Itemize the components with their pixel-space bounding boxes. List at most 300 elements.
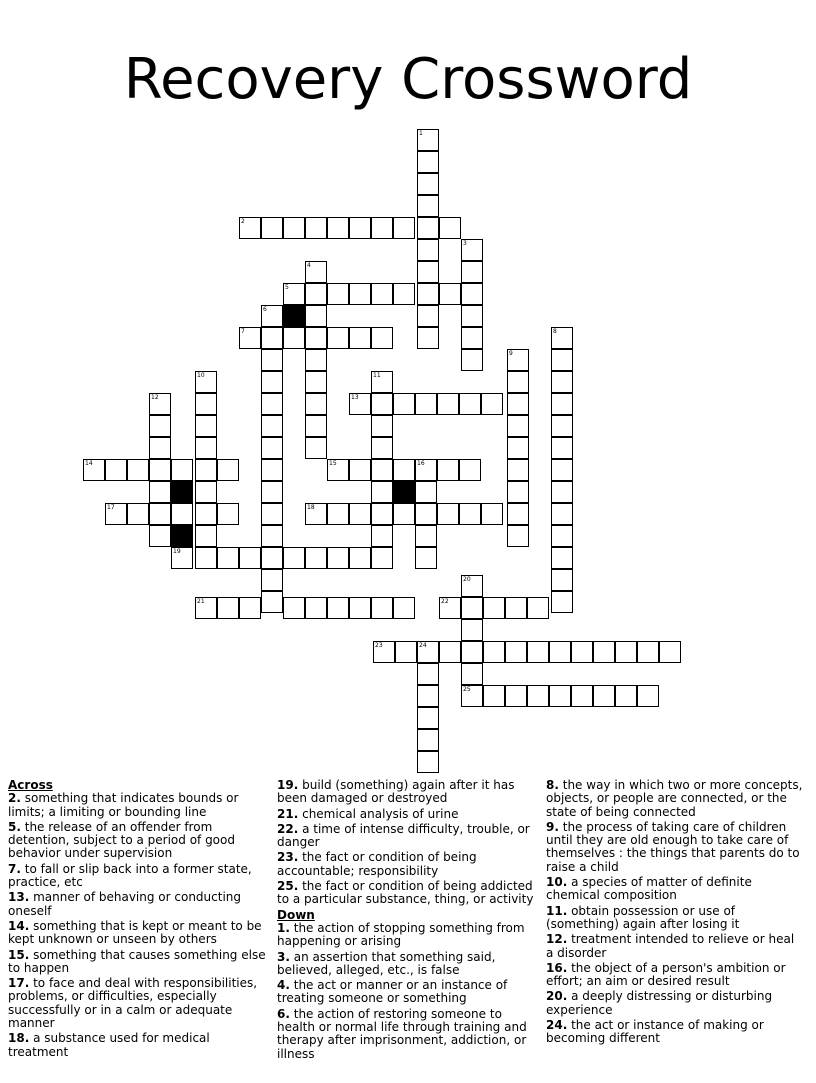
grid-cell[interactable]	[195, 415, 217, 437]
grid-cell[interactable]	[261, 327, 283, 349]
clue-number: 15	[329, 460, 337, 467]
clue-item-text: the act or instance of making or becoming different	[546, 1018, 764, 1046]
clue-item-text: the way in which two or more concepts, objects, or people are connected, or the state of being connected	[546, 778, 803, 819]
grid-cell[interactable]	[127, 459, 149, 481]
clue-number: 16	[417, 460, 425, 467]
grid-cell[interactable]	[461, 575, 483, 597]
grid-cell[interactable]	[371, 415, 393, 437]
grid-cell[interactable]	[239, 547, 261, 569]
grid-cell[interactable]	[417, 195, 439, 217]
clue-item-text: something that indicates bounds or limits; a limiting or bounding line	[8, 791, 239, 819]
grid-cell[interactable]	[305, 393, 327, 415]
grid-cell[interactable]	[149, 481, 171, 503]
grid-cell[interactable]	[417, 327, 439, 349]
clue-item-number: 9.	[546, 819, 559, 834]
clue-item	[546, 962, 804, 989]
grid-cell[interactable]	[195, 393, 217, 415]
clue-item	[546, 779, 804, 819]
clue-number: 3	[463, 240, 467, 247]
grid-cell[interactable]	[439, 641, 461, 663]
grid-cell[interactable]	[417, 151, 439, 173]
grid-cell[interactable]	[417, 729, 439, 751]
grid-cell[interactable]	[371, 283, 393, 305]
clue-number: 12	[151, 394, 159, 401]
grid-cell[interactable]	[551, 569, 573, 591]
grid-cell[interactable]	[83, 459, 105, 481]
grid-cell[interactable]	[305, 327, 327, 349]
grid-cell[interactable]	[261, 217, 283, 239]
grid-cell[interactable]	[261, 393, 283, 415]
grid-cell[interactable]	[349, 393, 371, 415]
grid-cell[interactable]	[615, 685, 637, 707]
grid-cell[interactable]	[305, 437, 327, 459]
clue-item-number: 18.	[8, 1031, 30, 1046]
grid-cell[interactable]	[417, 751, 439, 773]
clue-item-number: 24.	[546, 1018, 568, 1033]
grid-cell[interactable]	[305, 415, 327, 437]
clue-item-text: an assertion that something said, believed, alleged, etc., is false	[277, 949, 496, 977]
grid-cell[interactable]	[305, 305, 327, 327]
clue-item-number: 23.	[277, 850, 299, 865]
grid-cell[interactable]	[327, 547, 349, 569]
grid-cell[interactable]	[371, 597, 393, 619]
clue-item-text: the process of taking care of children until they are old enough to take care of themselves : the things that parents do to raise a child	[546, 819, 800, 874]
grid-cell[interactable]	[305, 217, 327, 239]
grid-cell[interactable]	[349, 459, 371, 481]
clue-item	[546, 876, 804, 903]
grid-cell[interactable]	[373, 641, 395, 663]
grid-cell[interactable]	[507, 371, 529, 393]
clue-number: 23	[375, 642, 383, 649]
grid-cell[interactable]	[551, 591, 573, 613]
grid-cell[interactable]	[527, 641, 549, 663]
clue-item	[277, 880, 535, 907]
grid-cell[interactable]	[615, 641, 637, 663]
clue-item-text: a time of intense difficulty, trouble, or danger	[277, 821, 530, 850]
grid-cell[interactable]	[149, 525, 171, 547]
grid-cell[interactable]	[305, 349, 327, 371]
grid-cell[interactable]	[261, 305, 283, 327]
clue-item-text: a species of matter of definite chemical composition	[546, 875, 752, 903]
grid-cell[interactable]	[195, 371, 217, 393]
clue-item	[277, 951, 535, 978]
grid-cell[interactable]	[659, 641, 681, 663]
clue-number: 19	[173, 548, 181, 555]
grid-cell[interactable]	[261, 415, 283, 437]
grid-cell[interactable]	[415, 481, 437, 503]
grid-cell[interactable]	[149, 503, 171, 525]
grid-cell[interactable]	[437, 503, 459, 525]
clues-column-3	[546, 779, 804, 1048]
grid-cell[interactable]	[349, 283, 371, 305]
grid-cell[interactable]	[637, 685, 659, 707]
grid-cell[interactable]	[417, 685, 439, 707]
grid-cell[interactable]	[551, 327, 573, 349]
grid-cell[interactable]	[417, 707, 439, 729]
grid-cell[interactable]	[261, 481, 283, 503]
clue-item-text: the fact or condition of being accountable; responsibility	[277, 850, 477, 878]
clue-item-number: 12.	[546, 932, 568, 947]
clue-item	[8, 792, 266, 819]
grid-cell[interactable]	[393, 283, 415, 305]
grid-cell[interactable]	[393, 393, 415, 415]
clue-item-text: the fact or condition of being addicted to a particular substance, thing, or activity	[277, 879, 534, 907]
grid-cell[interactable]	[371, 327, 393, 349]
clue-number: 9	[509, 350, 513, 357]
clue-item-text: chemical analysis of urine	[302, 806, 459, 821]
clue-number: 22	[441, 598, 449, 605]
clue-number: 10	[197, 372, 205, 379]
grid-cell[interactable]	[437, 393, 459, 415]
grid-cell[interactable]	[171, 503, 193, 525]
black-cell	[171, 525, 193, 547]
grid-cell[interactable]	[459, 459, 481, 481]
grid-cell[interactable]	[261, 547, 283, 569]
clue-number: 14	[85, 460, 93, 467]
grid-cell[interactable]	[505, 685, 527, 707]
clue-item-text: obtain possession or use of (something) again after losing it	[546, 903, 740, 931]
grid-cell[interactable]	[261, 591, 283, 613]
clue-item-number: 6.	[277, 1006, 290, 1021]
grid-cell[interactable]	[149, 393, 171, 415]
grid-cell[interactable]	[217, 597, 239, 619]
grid-cell[interactable]	[195, 437, 217, 459]
grid-cell[interactable]	[483, 641, 505, 663]
grid-cell[interactable]	[195, 503, 217, 525]
clue-item-number: 1.	[277, 920, 290, 935]
grid-cell[interactable]	[507, 393, 529, 415]
grid-cell[interactable]	[105, 503, 127, 525]
clue-item-number: 13.	[8, 890, 30, 905]
clue-item	[277, 922, 535, 949]
clue-number: 2	[241, 218, 245, 225]
grid-cell[interactable]	[393, 597, 415, 619]
clue-item-number: 14.	[8, 918, 30, 933]
grid-cell[interactable]	[507, 415, 529, 437]
clue-item-number: 4.	[277, 978, 290, 993]
clue-item-text: the action of restoring someone to health or normal life through training and therapy after imprisonment, addiction, or illness	[277, 1006, 527, 1061]
clue-item	[546, 933, 804, 960]
grid-cell[interactable]	[505, 641, 527, 663]
grid-cell[interactable]	[261, 525, 283, 547]
clue-item	[8, 863, 266, 890]
grid-cell[interactable]	[305, 503, 327, 525]
grid-cell[interactable]	[195, 525, 217, 547]
clue-number: 11	[373, 372, 381, 379]
grid-cell[interactable]	[417, 129, 439, 151]
grid-cell[interactable]	[371, 437, 393, 459]
grid-cell[interactable]	[481, 393, 503, 415]
clue-item-text: manner of behaving or conducting oneself	[8, 890, 242, 918]
grid-cell[interactable]	[461, 685, 483, 707]
clue-item-number: 7.	[8, 861, 21, 876]
grid-cell[interactable]	[461, 641, 483, 663]
grid-cell[interactable]	[395, 641, 417, 663]
clue-item-text: the action of stopping something from happening or arising	[277, 920, 525, 949]
clue-item	[277, 1008, 535, 1061]
clue-item	[546, 990, 804, 1017]
grid-cell[interactable]	[371, 547, 393, 569]
grid-cell[interactable]	[461, 305, 483, 327]
clue-item-text: to face and deal with responsibilities, problems, or difficulties, especially successfully or in a calm or adequate manner	[8, 976, 258, 1031]
grid-cell[interactable]	[415, 525, 437, 547]
clue-item	[277, 808, 535, 821]
grid-cell[interactable]	[239, 327, 261, 349]
grid-cell[interactable]	[171, 459, 193, 481]
grid-cell[interactable]	[283, 217, 305, 239]
grid-cell[interactable]	[551, 393, 573, 415]
grid-cell[interactable]	[439, 597, 461, 619]
grid-cell[interactable]	[261, 569, 283, 591]
grid-cell[interactable]	[171, 547, 193, 569]
grid-cell[interactable]	[437, 459, 459, 481]
grid-cell[interactable]	[483, 597, 505, 619]
clue-item-number: 21.	[277, 806, 299, 821]
grid-cell[interactable]	[417, 641, 439, 663]
grid-cell[interactable]	[439, 217, 461, 239]
grid-cell[interactable]	[415, 503, 437, 525]
grid-cell[interactable]	[195, 481, 217, 503]
grid-cell[interactable]	[461, 663, 483, 685]
grid-cell[interactable]	[549, 685, 571, 707]
grid-cell[interactable]	[349, 597, 371, 619]
grid-cell[interactable]	[507, 481, 529, 503]
grid-cell[interactable]	[371, 481, 393, 503]
grid-cell[interactable]	[149, 437, 171, 459]
grid-cell[interactable]	[393, 503, 415, 525]
clue-number: 1	[419, 130, 423, 137]
clue-number: 4	[307, 262, 311, 269]
clues-header: Across	[8, 778, 53, 792]
clue-item-text: something that causes something else to happen	[8, 947, 266, 975]
grid-cell[interactable]	[305, 371, 327, 393]
grid-cell[interactable]	[417, 173, 439, 195]
grid-cell[interactable]	[105, 459, 127, 481]
clue-item	[277, 779, 535, 806]
grid-cell[interactable]	[507, 349, 529, 371]
clue-item-text: to fall or slip back into a former state, practice, etc	[8, 861, 252, 890]
grid-cell[interactable]	[461, 261, 483, 283]
grid-cell[interactable]	[417, 239, 439, 261]
grid-cell[interactable]	[551, 525, 573, 547]
black-cell	[283, 305, 305, 327]
grid-cell[interactable]	[571, 685, 593, 707]
grid-cell[interactable]	[349, 503, 371, 525]
clue-item	[277, 979, 535, 1006]
grid-cell[interactable]	[371, 371, 393, 393]
grid-cell[interactable]	[507, 525, 529, 547]
clue-item-number: 8.	[546, 778, 559, 792]
grid-cell[interactable]	[527, 597, 549, 619]
grid-cell[interactable]	[415, 393, 437, 415]
clue-item-number: 5.	[8, 819, 21, 834]
grid-cell[interactable]	[217, 547, 239, 569]
grid-cell[interactable]	[461, 327, 483, 349]
clue-number: 17	[107, 504, 115, 511]
grid-cell[interactable]	[127, 503, 149, 525]
grid-cell[interactable]	[349, 547, 371, 569]
grid-cell[interactable]	[195, 547, 217, 569]
grid-cell[interactable]	[195, 597, 217, 619]
clue-item-text: a deeply distressing or disturbing experience	[546, 989, 773, 1017]
grid-cell[interactable]	[507, 459, 529, 481]
grid-cell[interactable]	[239, 217, 261, 239]
grid-cell[interactable]	[507, 503, 529, 525]
clue-item	[546, 1019, 804, 1046]
grid-cell[interactable]	[417, 663, 439, 685]
grid-cell[interactable]	[283, 327, 305, 349]
black-cell	[171, 481, 193, 503]
clue-item-number: 2.	[8, 791, 21, 806]
clue-item	[277, 823, 535, 850]
grid-cell[interactable]	[283, 547, 305, 569]
grid-cell[interactable]	[417, 305, 439, 327]
grid-cell[interactable]	[459, 393, 481, 415]
clue-item	[546, 905, 804, 932]
grid-cell[interactable]	[305, 261, 327, 283]
clue-item-number: 15.	[8, 947, 30, 962]
grid-cell[interactable]	[571, 641, 593, 663]
clue-item	[8, 949, 266, 976]
grid-cell[interactable]	[371, 393, 393, 415]
grid-cell[interactable]	[283, 597, 305, 619]
grid-cell[interactable]	[551, 349, 573, 371]
black-cell	[393, 481, 415, 503]
grid-cell[interactable]	[551, 437, 573, 459]
clue-item-number: 11.	[546, 903, 568, 918]
grid-cell[interactable]	[349, 327, 371, 349]
clue-item	[8, 1032, 266, 1059]
grid-cell[interactable]	[459, 503, 481, 525]
grid-cell[interactable]	[327, 459, 349, 481]
clue-item-text: something that is kept or meant to be kept unknown or unseen by others	[8, 918, 262, 947]
clue-item	[8, 891, 266, 918]
clue-item-number: 10.	[546, 875, 568, 890]
grid-cell[interactable]	[461, 597, 483, 619]
clue-number: 8	[553, 328, 557, 335]
clue-item	[277, 851, 535, 878]
grid-cell[interactable]	[461, 239, 483, 261]
grid-cell[interactable]	[149, 415, 171, 437]
clues-column-2	[277, 779, 535, 1063]
grid-cell[interactable]	[305, 547, 327, 569]
grid-cell[interactable]	[239, 597, 261, 619]
grid-cell[interactable]	[371, 459, 393, 481]
grid-cell[interactable]	[305, 283, 327, 305]
grid-cell[interactable]	[261, 459, 283, 481]
clue-number: 20	[463, 576, 471, 583]
clue-item	[8, 977, 266, 1030]
grid-cell[interactable]	[327, 217, 349, 239]
grid-cell[interactable]	[527, 685, 549, 707]
grid-cell[interactable]	[507, 437, 529, 459]
clue-item-text: the act or manner or an instance of treating someone or something	[277, 978, 508, 1006]
grid-cell[interactable]	[261, 371, 283, 393]
clue-number: 7	[241, 328, 245, 335]
clue-number: 25	[463, 686, 471, 693]
clue-number: 21	[197, 598, 205, 605]
grid-cell[interactable]	[371, 503, 393, 525]
grid-cell[interactable]	[417, 217, 439, 239]
grid-cell[interactable]	[551, 547, 573, 569]
grid-cell[interactable]	[551, 459, 573, 481]
clues-header: Down	[277, 907, 315, 922]
grid-cell[interactable]	[217, 459, 239, 481]
grid-cell[interactable]	[305, 597, 327, 619]
grid-cell[interactable]	[417, 283, 439, 305]
grid-cell[interactable]	[349, 217, 371, 239]
grid-cell[interactable]	[461, 349, 483, 371]
clue-number: 24	[419, 642, 427, 649]
grid-cell[interactable]	[415, 459, 437, 481]
clue-item	[8, 821, 266, 861]
grid-cell[interactable]	[439, 283, 461, 305]
clue-item-number: 20.	[546, 989, 568, 1004]
grid-cell[interactable]	[483, 685, 505, 707]
grid-cell[interactable]	[327, 503, 349, 525]
clue-item-text: treatment intended to relieve or heal a disorder	[546, 932, 795, 960]
grid-cell[interactable]	[283, 283, 305, 305]
grid-cell[interactable]	[481, 503, 503, 525]
grid-cell[interactable]	[637, 641, 659, 663]
grid-cell[interactable]	[461, 619, 483, 641]
clue-number: 6	[263, 306, 267, 313]
grid-cell[interactable]	[551, 503, 573, 525]
grid-cell[interactable]	[371, 217, 393, 239]
grid-cell[interactable]	[593, 685, 615, 707]
grid-cell[interactable]	[551, 371, 573, 393]
grid-cell[interactable]	[261, 437, 283, 459]
grid-cell[interactable]	[327, 327, 349, 349]
clue-item-number: 25.	[277, 879, 299, 894]
grid-cell[interactable]	[393, 459, 415, 481]
clue-item-text: the release of an offender from detention, subject to a period of good behavior under supervision	[8, 819, 235, 861]
grid-cell[interactable]	[415, 547, 437, 569]
grid-cell[interactable]	[149, 459, 171, 481]
grid-cell[interactable]	[551, 415, 573, 437]
clues-column-1	[8, 779, 266, 1061]
page-title: Recovery Crossword	[123, 47, 693, 112]
grid-cell[interactable]	[261, 503, 283, 525]
clue-number: 18	[307, 504, 315, 511]
clue-item	[546, 821, 804, 874]
grid-cell[interactable]	[327, 597, 349, 619]
clue-item-number: 16.	[546, 960, 568, 975]
grid-cell[interactable]	[505, 597, 527, 619]
grid-cell[interactable]	[549, 641, 571, 663]
grid-cell[interactable]	[417, 261, 439, 283]
clue-item-text: a substance used for medical treatment	[8, 1031, 210, 1059]
clue-item-number: 3.	[277, 949, 290, 964]
clue-item-text: build (something) again after it has been damaged or destroyed	[277, 778, 515, 806]
grid-cell[interactable]	[371, 525, 393, 547]
clue-item	[8, 920, 266, 947]
grid-cell[interactable]	[261, 349, 283, 371]
grid-cell[interactable]	[593, 641, 615, 663]
grid-cell[interactable]	[195, 459, 217, 481]
clue-number: 5	[285, 284, 289, 291]
grid-cell[interactable]	[327, 283, 349, 305]
grid-cell[interactable]	[217, 503, 239, 525]
clue-number: 13	[351, 394, 359, 401]
grid-cell[interactable]	[551, 481, 573, 503]
clue-item-text: the object of a person's ambition or effort; an aim or desired result	[546, 960, 786, 989]
clue-item-number: 19.	[277, 778, 299, 792]
grid-cell[interactable]	[461, 283, 483, 305]
clue-item-number: 22.	[277, 821, 299, 836]
clue-item-number: 17.	[8, 976, 30, 991]
grid-cell[interactable]	[393, 217, 415, 239]
